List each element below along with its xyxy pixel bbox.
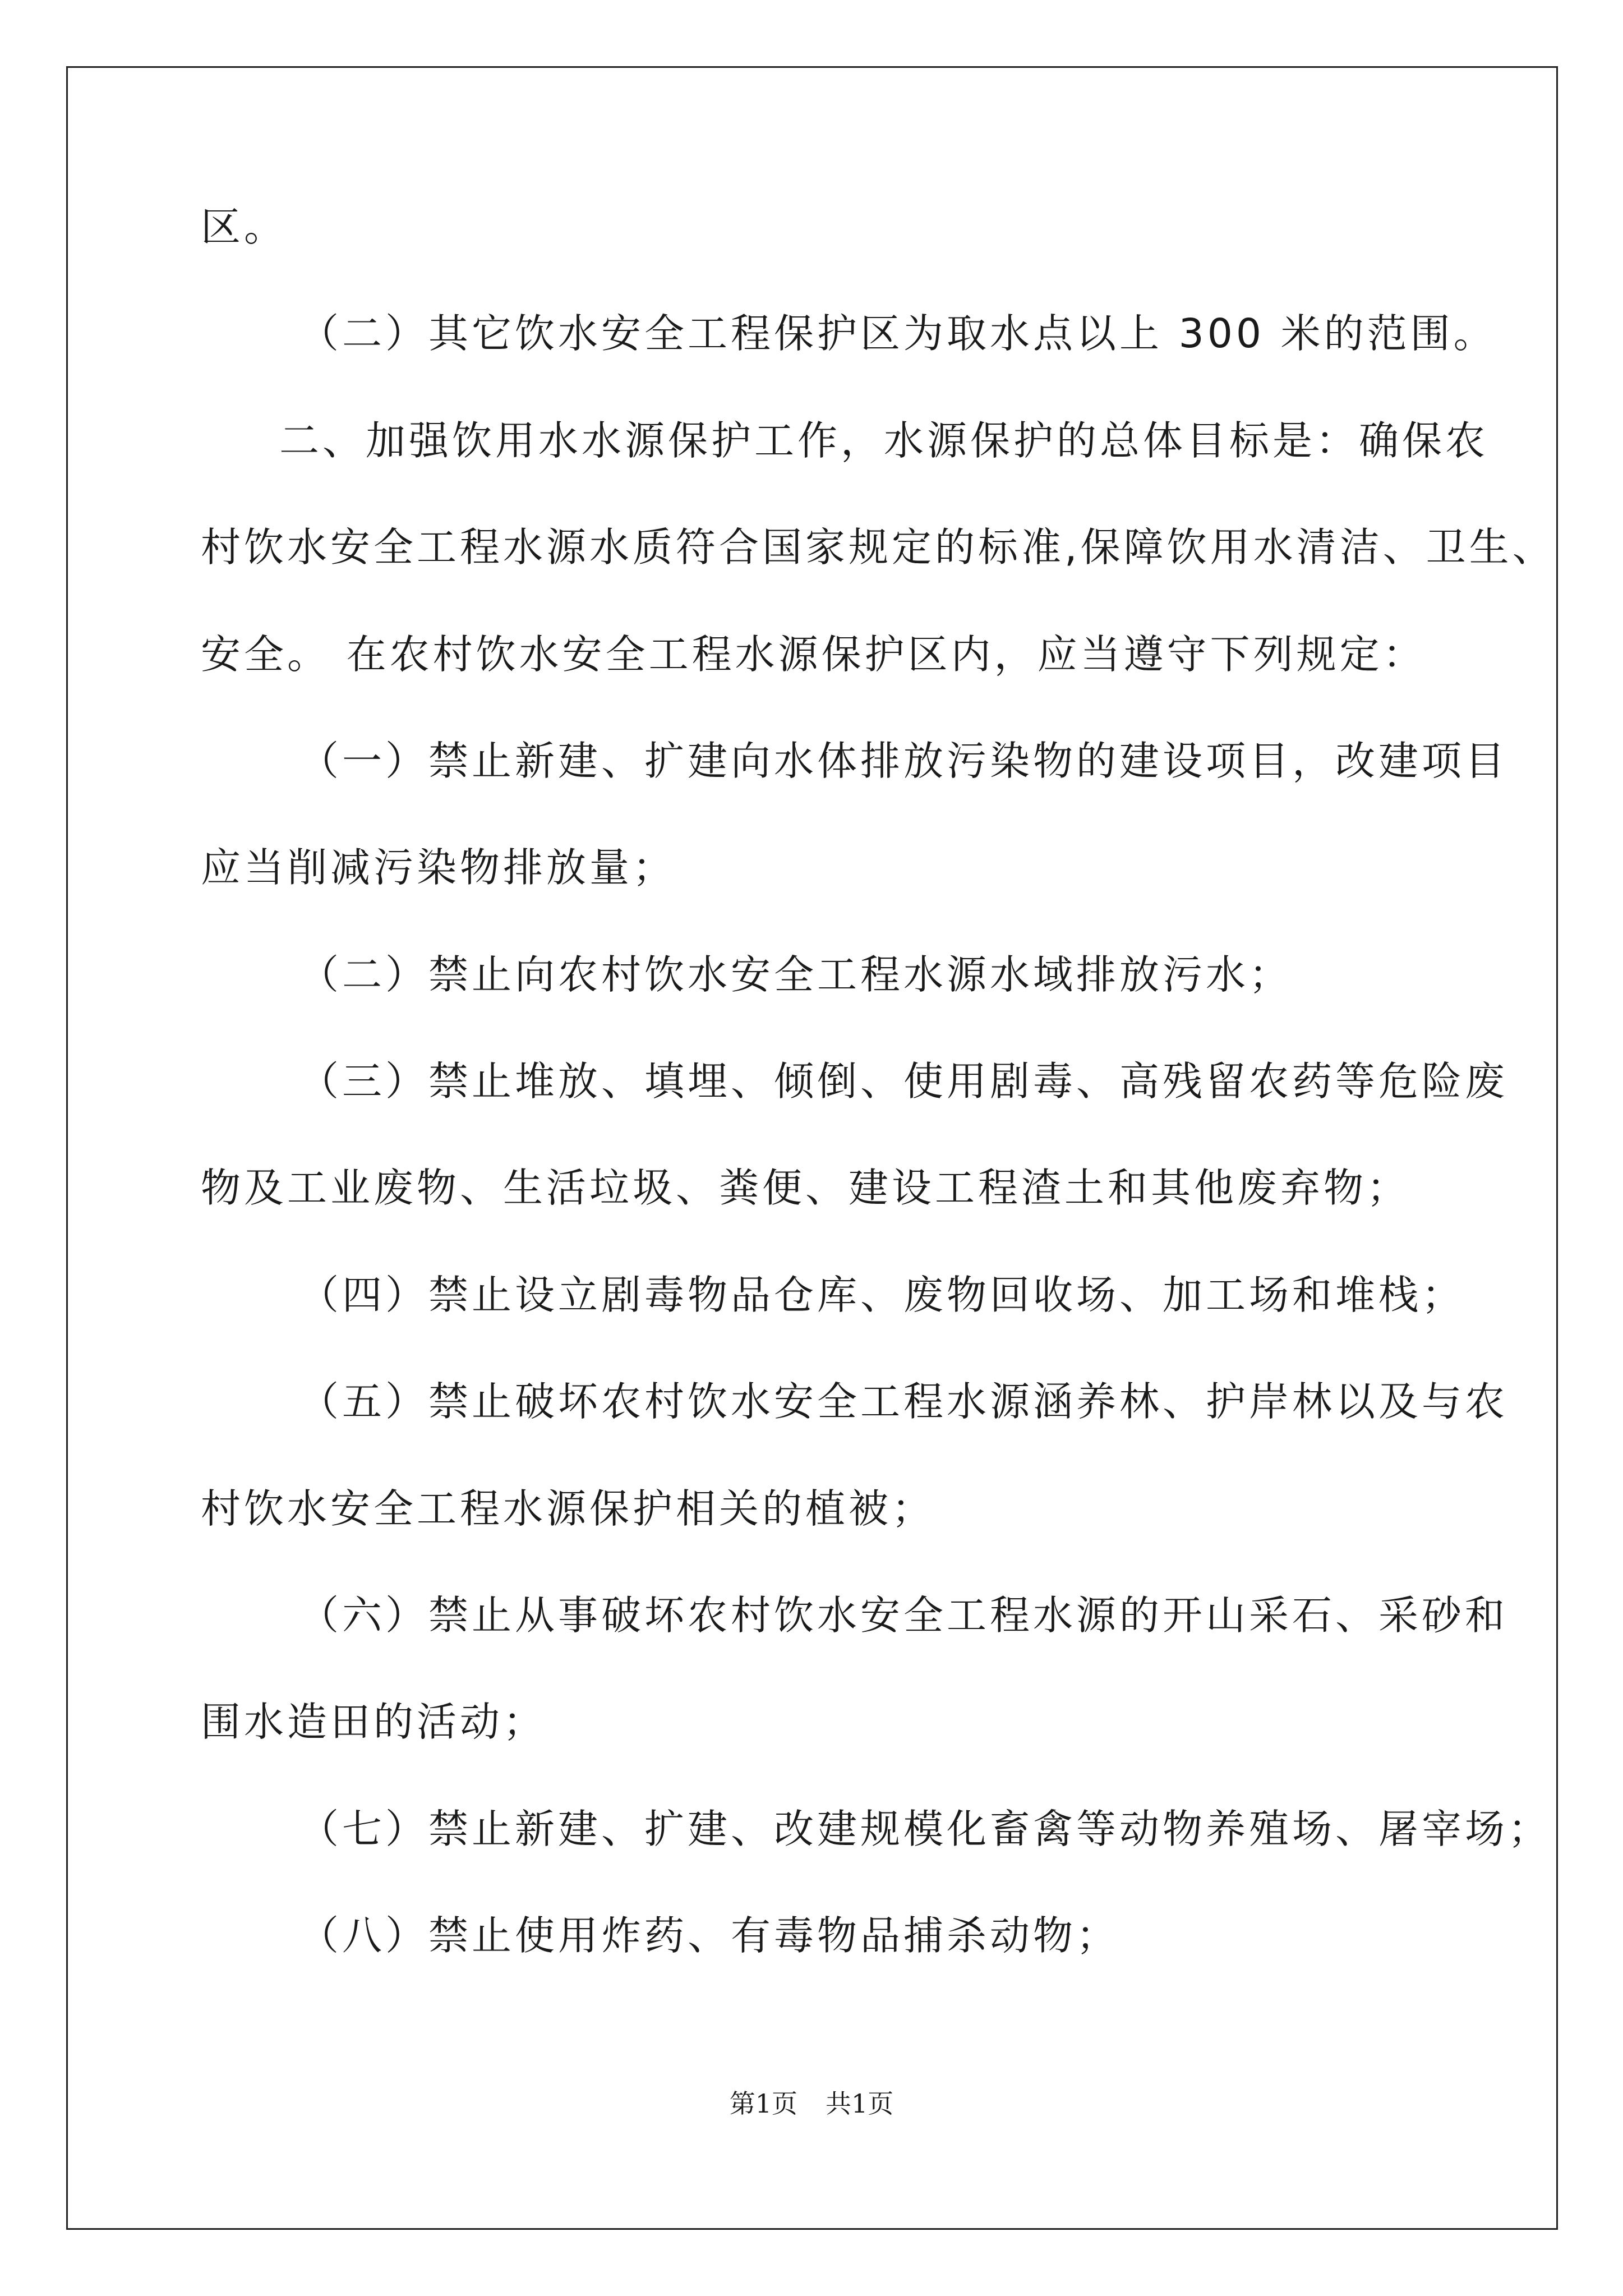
text-line: （三）禁止堆放、填埋、倾倒、使用剧毒、高残留农药等危险废 — [299, 1058, 1509, 1105]
text-line: 二、加强饮用水水源保护工作，水源保护的总体目标是：确保农 — [279, 417, 1489, 464]
text-line: （二）禁止向农村饮水安全工程水源水域排放污水； — [299, 951, 1293, 998]
text-line: （五）禁止破坏农村饮水安全工程水源涵养林、护岸林以及与农 — [299, 1378, 1509, 1425]
page-footer — [0, 2087, 1623, 2120]
text-line: 应当削减污染物排放量； — [201, 844, 676, 891]
text-line: （一）禁止新建、扩建向水体排放污染物的建设项目，改建项目 — [299, 738, 1509, 784]
text-line: （四）禁止设立剧毒物品仓库、废物回收场、加工场和堆栈； — [299, 1272, 1465, 1318]
page-border — [66, 66, 1558, 2230]
text-line: （二）其它饮水安全工程保护区为取水点以上 300 米的范围。 — [299, 310, 1497, 357]
page-total: 共1页 — [826, 2088, 894, 2119]
text-line: 村饮水安全工程水源保护相关的植被； — [201, 1485, 935, 1532]
text-line: 区。 — [201, 204, 288, 250]
text-line: 村饮水安全工程水源水质符合国家规定的标准,保障饮用水清洁、卫生、 — [201, 524, 1556, 570]
text-line: （七）禁止新建、扩建、改建规模化畜禽等动物养殖场、屠宰场； — [299, 1806, 1552, 1852]
text-line: （八）禁止使用炸药、有毒物品捕杀动物； — [299, 1912, 1120, 1959]
text-line: （六）禁止从事破坏农村饮水安全工程水源的开山采石、采砂和 — [299, 1592, 1509, 1639]
text-line: 围水造田的活动； — [201, 1699, 547, 1745]
text-line: 物及工业废物、生活垃圾、粪便、建设工程渣土和其他废弃物； — [201, 1165, 1410, 1211]
page-number: 第1页 — [729, 2088, 797, 2119]
text-line: 安全。 在农村饮水安全工程水源保护区内，应当遵守下列规定： — [201, 631, 1426, 678]
